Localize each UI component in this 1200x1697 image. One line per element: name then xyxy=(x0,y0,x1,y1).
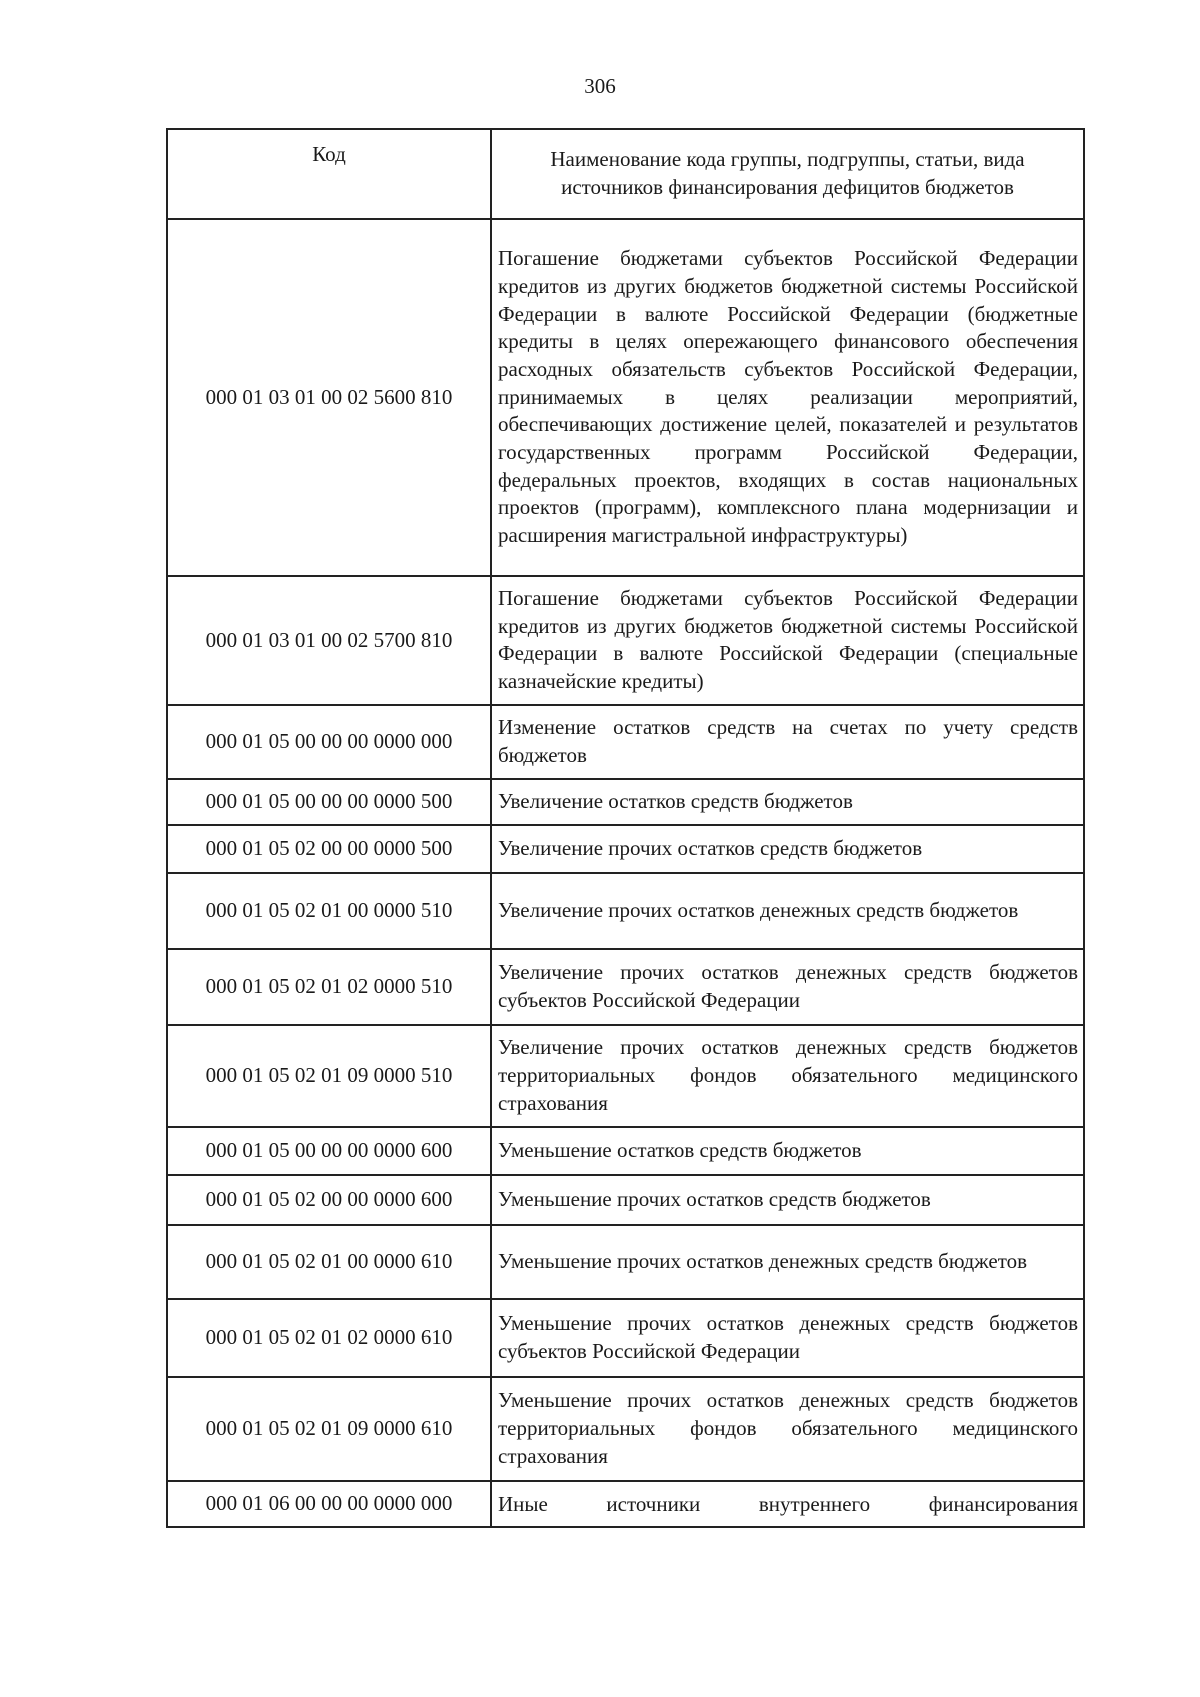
row-name: Погашение бюджетами субъектов Российской Федерации кредитов из других бюджетов бюджетной системы Российской Федерации в валюте Российской Федерации (специальные казначейские кредиты) xyxy=(491,576,1084,705)
row-code: 000 01 05 02 01 09 0000 510 xyxy=(167,1025,491,1127)
row-code: 000 01 03 01 00 02 5600 810 xyxy=(167,219,491,576)
row-code: 000 01 05 02 01 02 0000 610 xyxy=(167,1299,491,1377)
row-name: Иные источники внутреннего финансирования xyxy=(491,1481,1084,1527)
table-row xyxy=(167,1299,1084,1377)
table-row xyxy=(167,1377,1084,1481)
table-row xyxy=(167,705,1084,779)
table-row xyxy=(167,949,1084,1025)
header-name: Наименование кода группы, подгруппы, статьи, вида источников финансирования дефицитов бюджетов xyxy=(491,129,1084,219)
table-row xyxy=(167,779,1084,825)
row-code: 000 01 05 00 00 00 0000 500 xyxy=(167,779,491,825)
row-code: 000 01 05 02 01 02 0000 510 xyxy=(167,949,491,1025)
row-name: Изменение остатков средств на счетах по учету средств бюджетов xyxy=(491,705,1084,779)
row-code: 000 01 05 02 01 00 0000 610 xyxy=(167,1225,491,1299)
table-row xyxy=(167,873,1084,949)
row-code: 000 01 05 02 01 09 0000 610 xyxy=(167,1377,491,1481)
row-code: 000 01 05 02 01 00 0000 510 xyxy=(167,873,491,949)
row-code: 000 01 05 02 00 00 0000 500 xyxy=(167,825,491,873)
table-row xyxy=(167,576,1084,705)
table-row xyxy=(167,219,1084,576)
table-row xyxy=(167,825,1084,873)
table-row xyxy=(167,1175,1084,1225)
row-name: Уменьшение прочих остатков средств бюджетов xyxy=(491,1175,1084,1225)
row-name: Увеличение прочих остатков денежных средств бюджетов субъектов Российской Федерации xyxy=(491,949,1084,1025)
table-row xyxy=(167,1127,1084,1175)
row-name: Увеличение остатков средств бюджетов xyxy=(491,779,1084,825)
row-code: 000 01 06 00 00 00 0000 000 xyxy=(167,1481,491,1527)
row-code: 000 01 05 00 00 00 0000 000 xyxy=(167,705,491,779)
header-code: Код xyxy=(167,129,491,219)
row-name: Уменьшение прочих остатков денежных средств бюджетов субъектов Российской Федерации xyxy=(491,1299,1084,1377)
table-row xyxy=(167,1225,1084,1299)
table-row xyxy=(167,1481,1084,1527)
table-row xyxy=(167,1025,1084,1127)
row-name: Уменьшение прочих остатков денежных средств бюджетов территориальных фондов обязательного медицинского страхования xyxy=(491,1377,1084,1481)
row-name: Уменьшение прочих остатков денежных средств бюджетов xyxy=(491,1225,1084,1299)
row-code: 000 01 05 00 00 00 0000 600 xyxy=(167,1127,491,1175)
row-name: Увеличение прочих остатков средств бюджетов xyxy=(491,825,1084,873)
row-name: Увеличение прочих остатков денежных средств бюджетов xyxy=(491,873,1084,949)
row-code: 000 01 05 02 00 00 0000 600 xyxy=(167,1175,491,1225)
row-code: 000 01 03 01 00 02 5700 810 xyxy=(167,576,491,705)
page-number: 306 xyxy=(584,74,616,98)
row-name: Погашение бюджетами субъектов Российской Федерации кредитов из других бюджетов бюджетной системы Российской Федерации в валюте Российской Федерации (бюджетные кредиты в целях опережающего финансового обеспечения расходных обязательств субъектов Российской Федерации, принимаемых в целях реализации мероприятий, обеспечивающих достижение целей, показателей и результатов государственных программ Российской Федерации, федеральных проектов, входящих в состав национальных проектов (программ), комплексного плана модернизации и расширения магистральной инфраструктуры) xyxy=(491,219,1084,576)
budget-codes-table xyxy=(166,128,1085,1528)
row-name: Увеличение прочих остатков денежных средств бюджетов территориальных фондов обязательного медицинского страхования xyxy=(491,1025,1084,1127)
table-header-row xyxy=(167,129,1084,219)
row-name: Уменьшение остатков средств бюджетов xyxy=(491,1127,1084,1175)
